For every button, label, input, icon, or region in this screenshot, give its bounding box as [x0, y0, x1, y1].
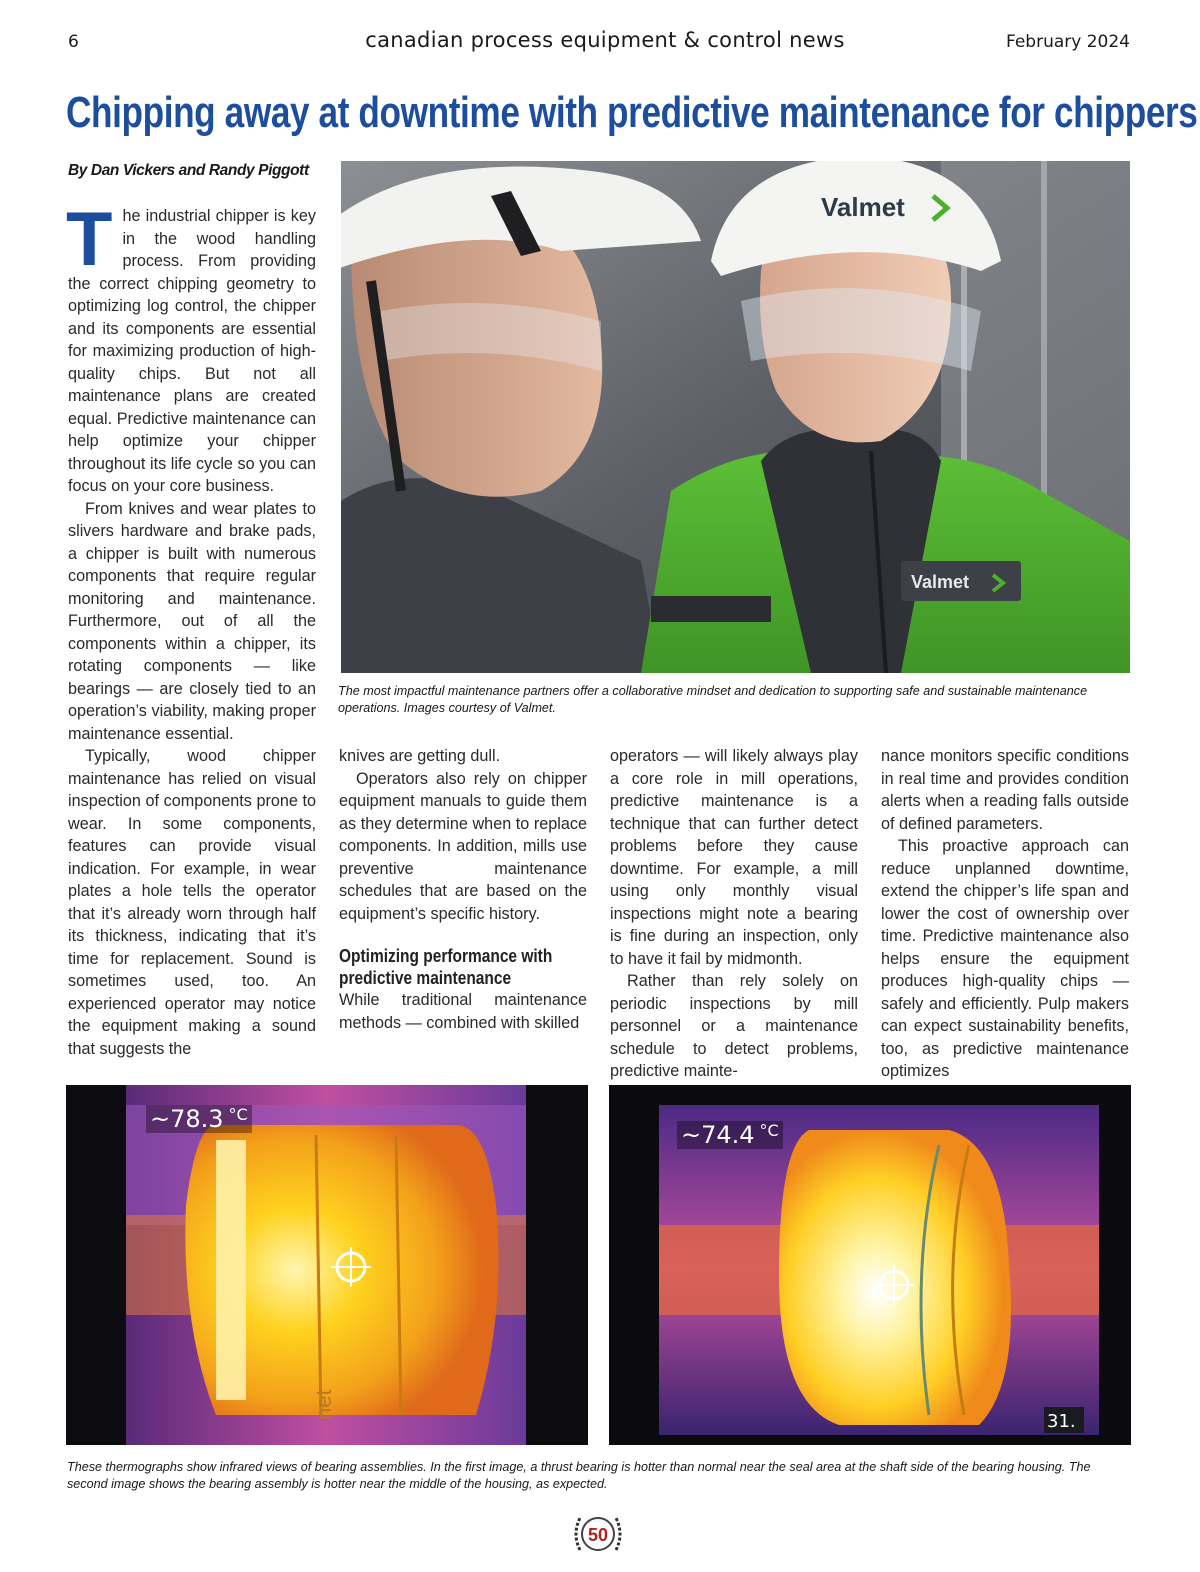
temperature-unit: °C — [759, 1121, 779, 1140]
paragraph: Operators also rely on chipper equipment manuals to guide them as they determine when to replace components. In addition, mills use preventive maintenance schedules that are based on the equipment’s specific history. — [339, 769, 587, 923]
laurel-left-icon — [576, 1518, 580, 1550]
byline: By Dan Vickers and Randy Piggott — [68, 162, 309, 179]
article-column-3 — [610, 745, 858, 1083]
main-photo — [341, 161, 1130, 673]
issue-date: February 2024 — [1006, 32, 1130, 52]
paragraph: Typically, wood chipper maintenance has relied on visual inspection of components prone to wear. In some components, features can provide visual indication. For example, in wear plates a hole tells the operator that it’s already worn through half its thickness, indicating that it’s time for replacement. Sound is sometimes used, too. An experienced operator may notice the equipment making a sound that suggests the — [68, 747, 316, 1058]
temperature-unit: °C — [228, 1105, 248, 1124]
article-headline: Chipping away at downtime with predictive maintenance for chippers — [66, 88, 1198, 137]
helmet-logo-text: Valmet — [821, 192, 905, 222]
temperature-value: ~74.4 — [681, 1121, 755, 1149]
thermograph-2 — [609, 1085, 1131, 1445]
drop-cap: T — [66, 197, 113, 282]
corner-readout: 31. — [1047, 1411, 1076, 1432]
laurel-right-icon — [616, 1518, 620, 1550]
page-header — [0, 28, 1200, 56]
paragraph: operators — will likely always play a core role in mill operations, predictive maintenance is a technique that can further detect problems before they cause downtime. For example, a mill using only monthly visual inspections might note a bearing is fine during an inspection, only to have it fail by midmonth. — [610, 747, 858, 968]
jacket-logo-text: Valmet — [911, 572, 970, 592]
temperature-readout — [146, 1105, 252, 1133]
page-number: 6 — [68, 32, 79, 52]
workers-photo-illustration — [341, 161, 1130, 673]
thermograph-caption: These thermographs show infrared views of bearing assemblies. In the first image, a thrust bearing is hotter than normal near the seal area at the shaft side of the bearing housing. The second image shows the bearing assembly is hotter near the middle of the housing, as expected. — [67, 1460, 1091, 1491]
thermograph-1 — [66, 1085, 588, 1445]
section-subheading: Optimizing performance with predictive maintenance — [339, 946, 553, 988]
paragraph — [66, 197, 316, 498]
paragraph-text: he industrial chipper is key in the wood handling process. From providing the correct chipping geometry to optimizing log control, the chipper and its components are essential for maximizing production of high-quality chips. But not all maintenance plans are created equal. Predictive maintenance can help optimize your chipper throughout its life cycle so you can focus on your core business. — [68, 207, 316, 495]
paragraph: knives are getting dull. — [339, 747, 501, 765]
paragraph: While traditional maintenance methods — combined with skilled — [339, 991, 587, 1032]
paragraph: nance monitors specific conditions in real time and provides condition alerts when a reading falls outside of defined parameters. — [881, 747, 1129, 833]
paragraph: This proactive approach can reduce unplanned downtime, extend the chipper’s life span and lower the cost of ownership over time. Predictive maintenance also helps ensure the equipment produces high-quality chips — safely and efficiently. Pulp makers can expect sustainability benefits, too, as predictive maintenance optimizes — [881, 837, 1129, 1080]
temperature-value: ~78.3 — [150, 1105, 224, 1133]
publication-name: canadian process equipment & control news — [365, 28, 845, 52]
badge-number: 50 — [587, 1525, 609, 1545]
housing-side-text: net — [311, 1389, 336, 1420]
article-column-1 — [66, 197, 316, 1060]
photo-caption: The most impactful maintenance partners offer a collaborative mindset and dedication to supporting safe and sustainable maintenance operations. Images courtesy of Valmet. — [338, 684, 1088, 715]
temperature-readout — [677, 1121, 783, 1149]
article-column-4 — [881, 745, 1129, 1083]
article-column-2 — [339, 745, 587, 1034]
paragraph: From knives and wear plates to slivers hardware and brake pads, a chipper is built with numerous components that require regular monitoring and maintenance. Furthermore, out of all the components within a chipper, its rotating components — like bearings — are closely tied to an operation’s viability, making proper maintenance essential. — [68, 499, 316, 743]
anniversary-badge — [570, 1510, 626, 1558]
paragraph: Rather than rely solely on periodic inspections by mill personnel or a maintenance schedule to detect problems, predictive mainte- — [610, 972, 858, 1080]
thermal-image-thrust-bearing — [66, 1085, 588, 1445]
